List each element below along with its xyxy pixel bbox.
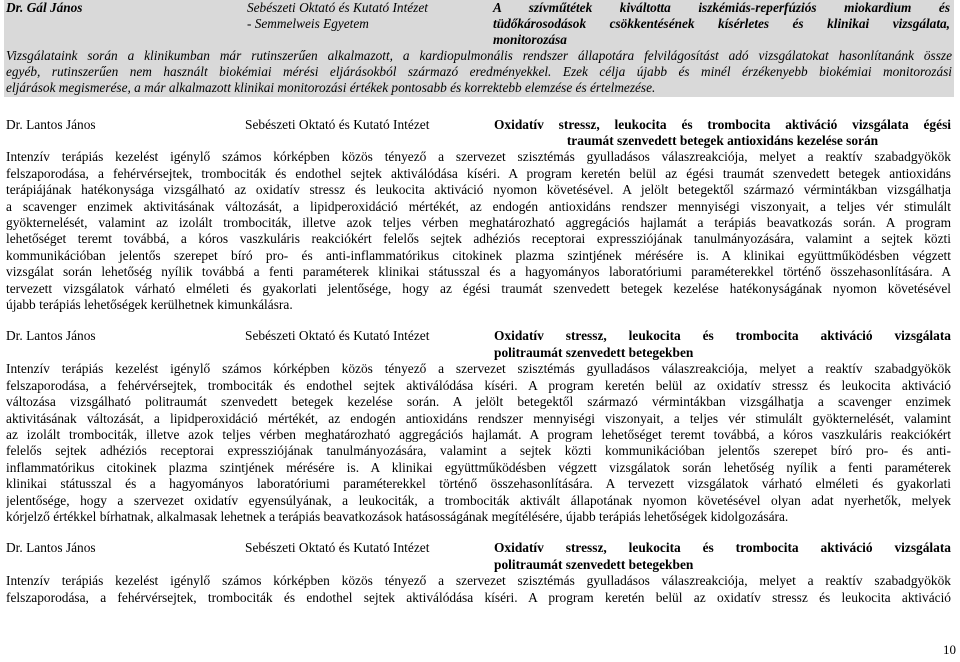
institution: Sebészeti Oktató és Kutató Intézet xyxy=(245,328,430,344)
body-line: lehetőséget teremt továbbá, a kóros vaszkuláris reakciókért felelős sejtek adhéziós receptorai expressziójának tanulmányozására, valamint a sejtek közti xyxy=(6,231,951,247)
body-line: vizsgálat során lehetőség nyílik továbbá a fenti paraméterek klinikai státusszal és a hagyományos laboratóriumi paraméterekkel történő összehasonlítására. A xyxy=(6,264,951,280)
supervisor-name: Dr. Lantos János xyxy=(6,116,96,132)
institution xyxy=(247,0,486,48)
body-line: felszaporodása, a fehérvérsejtek, trombociták és endothel sejtek aktiválódása kíséri. A program keretén belül az oxidatív stressz és leukocita aktiváció xyxy=(6,377,951,393)
entry-lantos-2 xyxy=(4,328,954,525)
body-line: tervezett vizsgálatok várható elméleti és gyakorlati jelentősége, hogy az égési traumát szenvedett betegek kezelése hatékonyságának nyomon követésével xyxy=(6,280,951,296)
body-line: Intenzív terápiás kezelést igénylő számos kórképben közös tényező a szervezet szisztémás gyulladásos válaszreakciója, melyet a reaktív szabadgyökök xyxy=(6,573,951,589)
body-line: jelentősége, hogy a szervezet oxidatív egyensúlyának, a leukociták, a trombociták aktivált állapotának nyomon követésével olyan adat nyerhetők, melyek xyxy=(6,492,951,508)
entry-lantos-3 xyxy=(4,540,954,606)
institution-line: Sebészeti Oktató és Kutató Intézet xyxy=(247,0,428,15)
title-line: tüdőkárosodások csökkentésének kísérletes és klinikai vizsgálata, xyxy=(493,16,950,31)
body-line: felszaporodása, a fehérvérsejtek, trombociták és endothel sejtek aktiválódása kíséri. A program keretén belül az égési traumát szenvedett betegek antioxidáns xyxy=(6,165,951,181)
title-line: politraumát szenvedett betegekben xyxy=(494,556,694,572)
entry-header xyxy=(4,117,954,150)
topic-title xyxy=(486,0,954,48)
entry-gal xyxy=(4,0,954,97)
body-line: kórjelző értékkel bírhatnak, alkalmasak lehetnek a terápiás beavatkozások hatásosságának megítélésére, újabb terápiás lehetőségek kidolgozására. xyxy=(6,508,789,524)
entry-header xyxy=(4,328,954,361)
title-line: monitorozása xyxy=(493,32,567,47)
body-line: eljárások megismerése, a már alkalmazott klinikai monitorozási értékek pontosabb és korrektebb elemzése és értelmezése. xyxy=(6,80,656,96)
topic-title xyxy=(494,540,954,573)
topic-title xyxy=(494,328,954,361)
body-line: gyökternelését, valamint az izolált trombociták, illetve azok teljes vérben meghatározható aggregációs hajlamát a terápiás beavatkozás során. A program xyxy=(6,215,951,231)
title-line: traumát szenvedett betegek antioxidáns kezelése során xyxy=(566,133,879,149)
title-line: Oxidatív stressz, leukocita és trombocita aktiváció vizsgálata xyxy=(494,540,951,556)
topic-title xyxy=(494,117,954,150)
title-line: politraumát szenvedett betegekben xyxy=(494,344,694,360)
page-number: 10 xyxy=(943,642,956,657)
body-line: terápiájának hatékonysága vizsgálható az oxidatív stressz és leukocita aktiváció nyomon követésével. A jelölt betegektől származó vérmintákban vizsgálhatja xyxy=(6,182,951,198)
supervisor-name: Dr. Gál János xyxy=(6,0,83,15)
topic-description xyxy=(4,149,954,313)
institution: Sebészeti Oktató és Kutató Intézet xyxy=(245,116,430,132)
body-line: Intenzív terápiás kezelést igénylő számos kórképben közös tényező a szervezet szisztémás gyulladásos válaszreakciója, melyet a reaktív szabadgyökök xyxy=(6,361,951,377)
topic-description xyxy=(4,48,954,97)
body-line: inflammatórikus citokinek plazma szintjének mérésére is. A klinikai együttműködésben végzett vizsgálatok során lehetőség nyílik a fenti paraméterek xyxy=(6,459,951,475)
body-line: az izolált trombociták, illetve azok teljes vérben meghatározható aggregációs hajlamát. A program lehetőséget teremt továbbá, a kóros vaszkuláris reakciókért xyxy=(6,426,951,442)
institution-line: - Semmelweis Egyetem xyxy=(247,16,369,31)
supervisor-name: Dr. Lantos János xyxy=(6,328,96,344)
title-line: Oxidatív stressz, leukocita és trombocita aktiváció vizsgálata xyxy=(494,328,951,344)
body-line: kommunikációban jelentős szerepet bíró pro- és anti-inflammatórikus citokinek plazma szintjének mérésére is. A klinikai együttműködésben végzett xyxy=(6,247,951,263)
topic-description xyxy=(4,573,954,606)
body-line: felelős sejtek adhéziós receptorai expressziójának tanulmányozására, valamint a sejtek közti kommunikációban jelentős szerepet bíró pro- és anti- xyxy=(6,443,951,459)
body-line: felszaporodása, a fehérvérsejtek, trombociták és endothel sejtek aktiválódása kíséri. A program keretén belül az oxidatív stressz és leukocita aktiváció xyxy=(6,589,951,605)
body-line: Vizsgálataink során a klinikumban már rutinszerűen alkalmazott, a kardiopulmonális rendszer állapotára felvilágosítást adó vizsgálatokat hasonlítanánk össze xyxy=(6,48,952,63)
body-line: klinikai státusszal és a hagyományos laboratóriumi paraméterekkel történő összehasonlítására. A tervezett vizsgálatok várható elméleti és gyakorlati xyxy=(6,476,951,492)
title-line: Oxidatív stressz, leukocita és trombocita aktiváció vizsgálata égési xyxy=(494,116,951,132)
body-line: a scavenger enzimek aktivitásának változását, a lipidperoxidáció mértékét, az endogén antioxidáns rendszer mennyiségi viszonyait, a teljes vér stimulált xyxy=(6,198,951,214)
entry-header xyxy=(4,0,954,48)
body-line: egyéb, rutinszerűen nem használt biokémiai mérési eljárásokból származó eredményekkel. Ezek célja újabb és minél érzékenyebb biokémiai monitorozási xyxy=(6,64,952,80)
body-line: Intenzív terápiás kezelést igénylő számos kórképben közös tényező a szervezet szisztémás gyulladásos válaszreakciója, melyet a reaktív szabadgyökök xyxy=(6,149,951,165)
entry-header xyxy=(4,540,954,573)
document-page xyxy=(4,0,954,606)
institution: Sebészeti Oktató és Kutató Intézet xyxy=(245,540,430,556)
title-line: A szívműtétek kiváltotta iszkémiás-reperfúziós miokardium és xyxy=(493,0,950,15)
topic-description xyxy=(4,361,954,525)
entry-lantos-1 xyxy=(4,117,954,314)
body-line: aktivitásának változását, a lipidperoxidáció mértékét, az endogén antioxidáns rendszer mennyiségi viszonyait, a teljes vér stimulált gyökternelését, valamint xyxy=(6,410,951,426)
body-line: változása vizsgálható politraumát szenvedett betegek kezelése során. A jelölt betegektől származó vérmintákban vizsgálhatja a scavenger enzimek xyxy=(6,394,951,410)
body-line: újabb terápiás lehetőségek kerülhetnek kimunkálásra. xyxy=(6,297,293,313)
supervisor-name: Dr. Lantos János xyxy=(6,540,96,556)
